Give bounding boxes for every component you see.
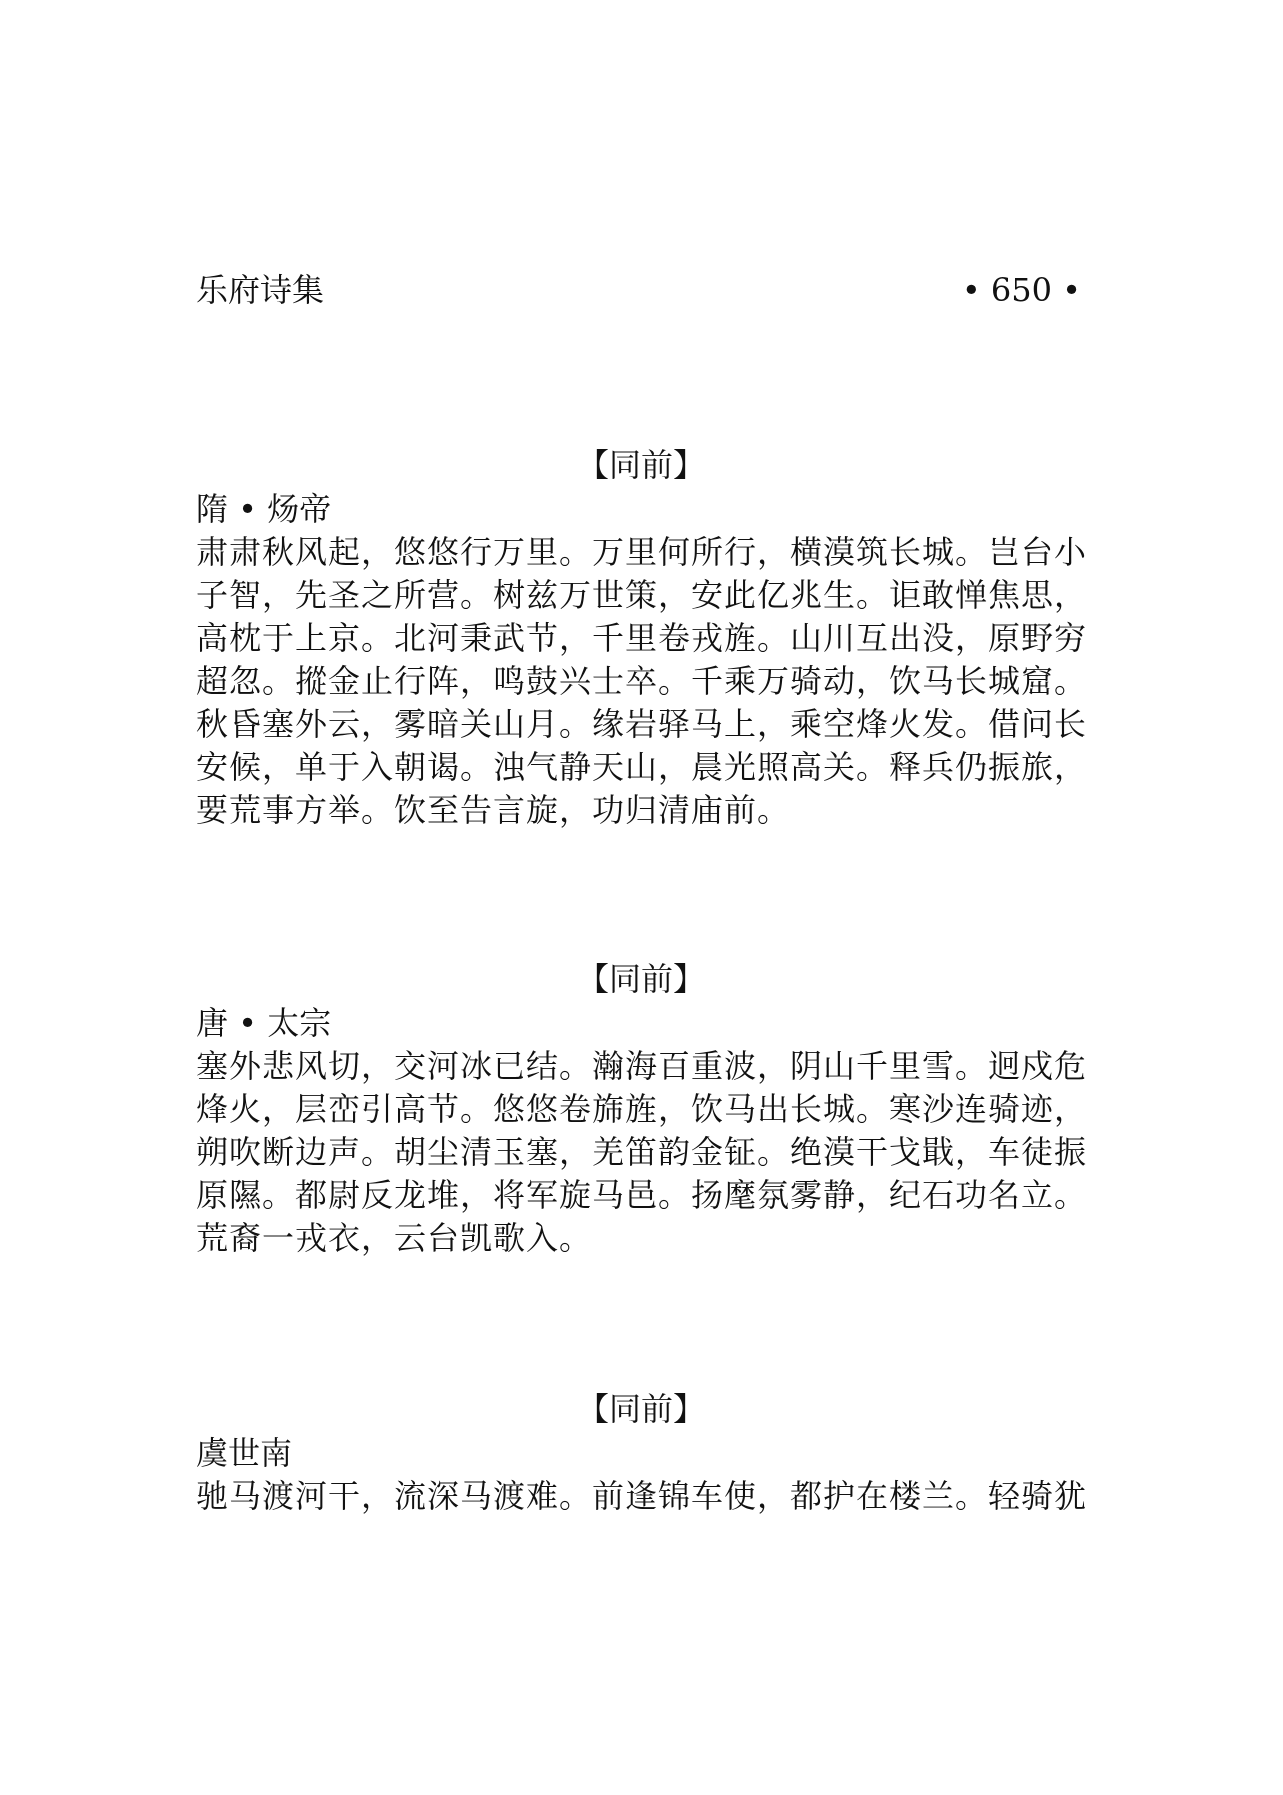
poem-line: 塞外悲风切，交河冰已结。瀚海百重波，阴山千里雪。迥戍危 (196, 1047, 1088, 1085)
poem-title: 【同前】 (576, 1390, 705, 1428)
poem-line: 肃肃秋风起，悠悠行万里。万里何所行，横漠筑长城。岂台小 (196, 533, 1088, 571)
poem-line: 高枕于上京。北河秉武节，千里卷戎旌。山川互出没，原野穷 (196, 619, 1088, 657)
poem-line: 原隰。都尉反龙堆，将军旋马邑。扬麾氛雾静，纪石功名立。 (196, 1176, 1088, 1214)
book-title: 乐府诗集 (196, 271, 325, 309)
poem-line: 荒裔一戎衣，云台凯歌入。 (196, 1219, 593, 1257)
poem-author: 隋 • 炀帝 (196, 490, 332, 528)
poem-author: 唐 • 太宗 (196, 1004, 332, 1042)
poem-author: 虞世南 (196, 1434, 293, 1472)
poem-line: 烽火，层峦引高节。悠悠卷旆旌，饮马出长城。寒沙连骑迹， (196, 1090, 1088, 1128)
poem-line: 要荒事方举。饮至告言旋，功归清庙前。 (196, 791, 791, 829)
poem-line: 秋昏塞外云，雾暗关山月。缘岩驿马上，乘空烽火发。借问长 (196, 705, 1088, 743)
poem-line: 超忽。摐金止行阵，鸣鼓兴士卒。千乘万骑动，饮马长城窟。 (196, 662, 1088, 700)
page-header (196, 268, 1081, 312)
poem-line: 安候，单于入朝谒。浊气静天山，晨光照高关。释兵仍振旅， (196, 748, 1088, 786)
poem-line: 朔吹断边声。胡尘清玉塞，羌笛韵金钲。绝漠干戈戢，车徒振 (196, 1133, 1088, 1171)
poem-line: 驰马渡河干，流深马渡难。前逢锦车使，都护在楼兰。轻骑犹 (196, 1477, 1088, 1515)
poem-title: 【同前】 (576, 446, 705, 484)
poem-section-2 (196, 957, 1086, 1260)
poem-section-1 (196, 443, 1086, 832)
poem-section-3 (196, 1387, 1086, 1518)
poem-line: 子智，先圣之所营。树兹万世策，安此亿兆生。讵敢惮焦思， (196, 576, 1088, 614)
page-number: • 650 • (961, 271, 1081, 309)
poem-title: 【同前】 (576, 960, 705, 998)
